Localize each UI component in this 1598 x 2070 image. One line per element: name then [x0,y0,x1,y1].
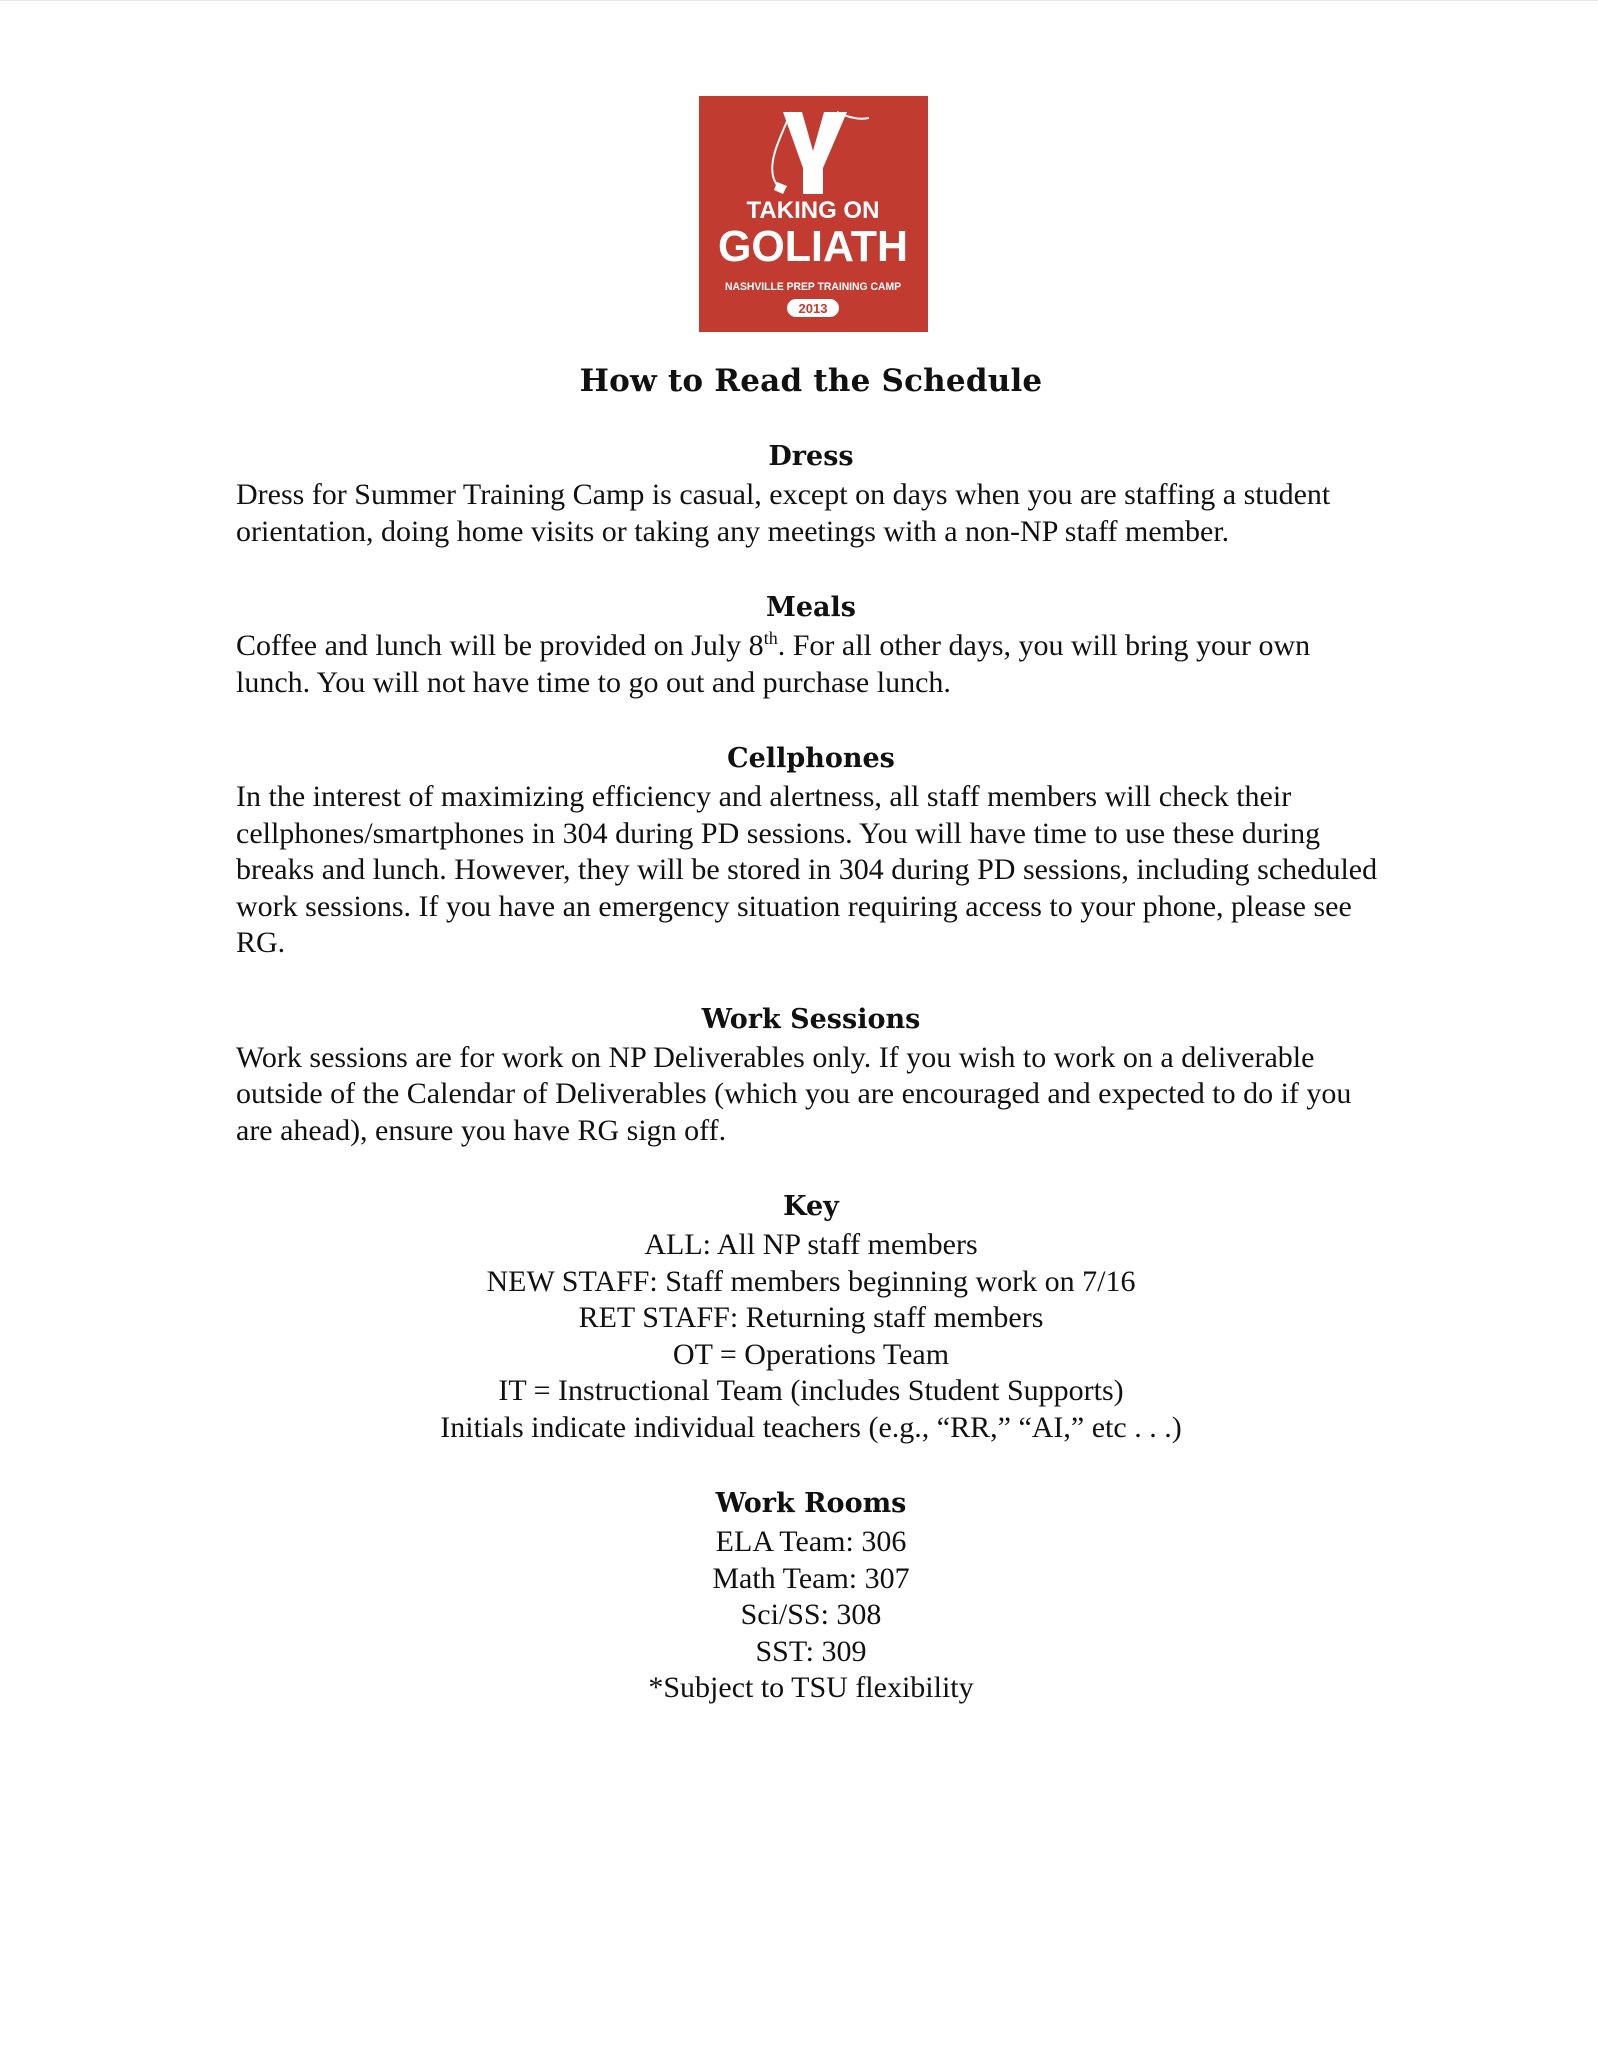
section-body-meals [236,628,1386,701]
work-room-item: ELA Team: 306 [715,1525,907,1558]
section-dress [236,439,1386,550]
section-cellphones [236,741,1386,962]
key-item: IT = Instructional Team (includes Student Supports) [498,1374,1124,1407]
key-item: ALL: All NP staff members [644,1228,978,1261]
slingshot-icon [699,96,928,332]
section-heading-work-sessions: Work Sessions [701,1003,921,1035]
work-room-item: SST: 309 [755,1634,867,1668]
section-heading-key: Key [783,1191,839,1222]
meals-text-end: . For all other days, you will bring your own lunch. You will not have time to go out and purchase lunch. [236,629,1311,699]
section-heading-cellphones: Cellphones [727,743,895,774]
work-rooms-list [236,1524,1386,1707]
section-meals [236,590,1386,701]
schedule-guide [236,363,1386,1747]
logo-year: 2013 [798,301,828,316]
key-item: Initials indicate individual teachers (e.g., “RR,” “AI,” etc . . .) [440,1410,1182,1444]
work-room-item: *Subject to TSU flexibility [648,1671,974,1704]
key-item: RET STAFF: Returning staff members [578,1301,1044,1334]
logo-line-3: NASHVILLE PREP TRAINING CAMP [725,281,901,293]
logo-line-2: GOLIATH [718,222,908,271]
section-key [236,1189,1386,1446]
key-list [236,1227,1386,1446]
work-room-item: Math Team: 307 [712,1561,910,1595]
taking-on-goliath-logo [699,96,928,332]
meals-text-start: Coffee and lunch will be provided on July 8 [236,629,764,662]
key-item: NEW STAFF: Staff members beginning work on 7/16 [486,1264,1136,1298]
section-work-sessions [236,1002,1386,1150]
section-heading-meals: Meals [765,592,857,623]
section-body-work-sessions: Work sessions are for work on NP Deliverables only. If you wish to work on a deliverable outside of the Calendar of Deliverables (which you are encouraged and expected to do if you are ahead), ensure you have RG sign off. [236,1040,1352,1147]
section-body-dress: Dress for Summer Training Camp is casual, except on days when you are staffing a student orientation, doing home visits or taking any meetings with a non-NP staff member. [236,478,1331,548]
section-heading-work-rooms: Work Rooms [715,1488,907,1519]
page-title: How to Read the Schedule [579,363,1043,399]
work-room-item: Sci/SS: 308 [740,1598,882,1631]
section-work-rooms [236,1486,1386,1707]
logo-line-1: TAKING ON [746,197,880,224]
section-heading-dress: Dress [768,441,854,472]
section-body-cellphones: In the interest of maximizing efficiency and alertness, all staff members will check their cellphones/smartphones in 304 during PD sessions. You will have time to use these during breaks and lunch. However, they will be stored in 304 during PD sessions, including scheduled work sessions. If you have an emergency situation requiring access to your phone, please see RG. [236,780,1378,959]
key-item: OT = Operations Team [672,1337,950,1371]
meals-ordinal-suffix: th [763,628,778,648]
